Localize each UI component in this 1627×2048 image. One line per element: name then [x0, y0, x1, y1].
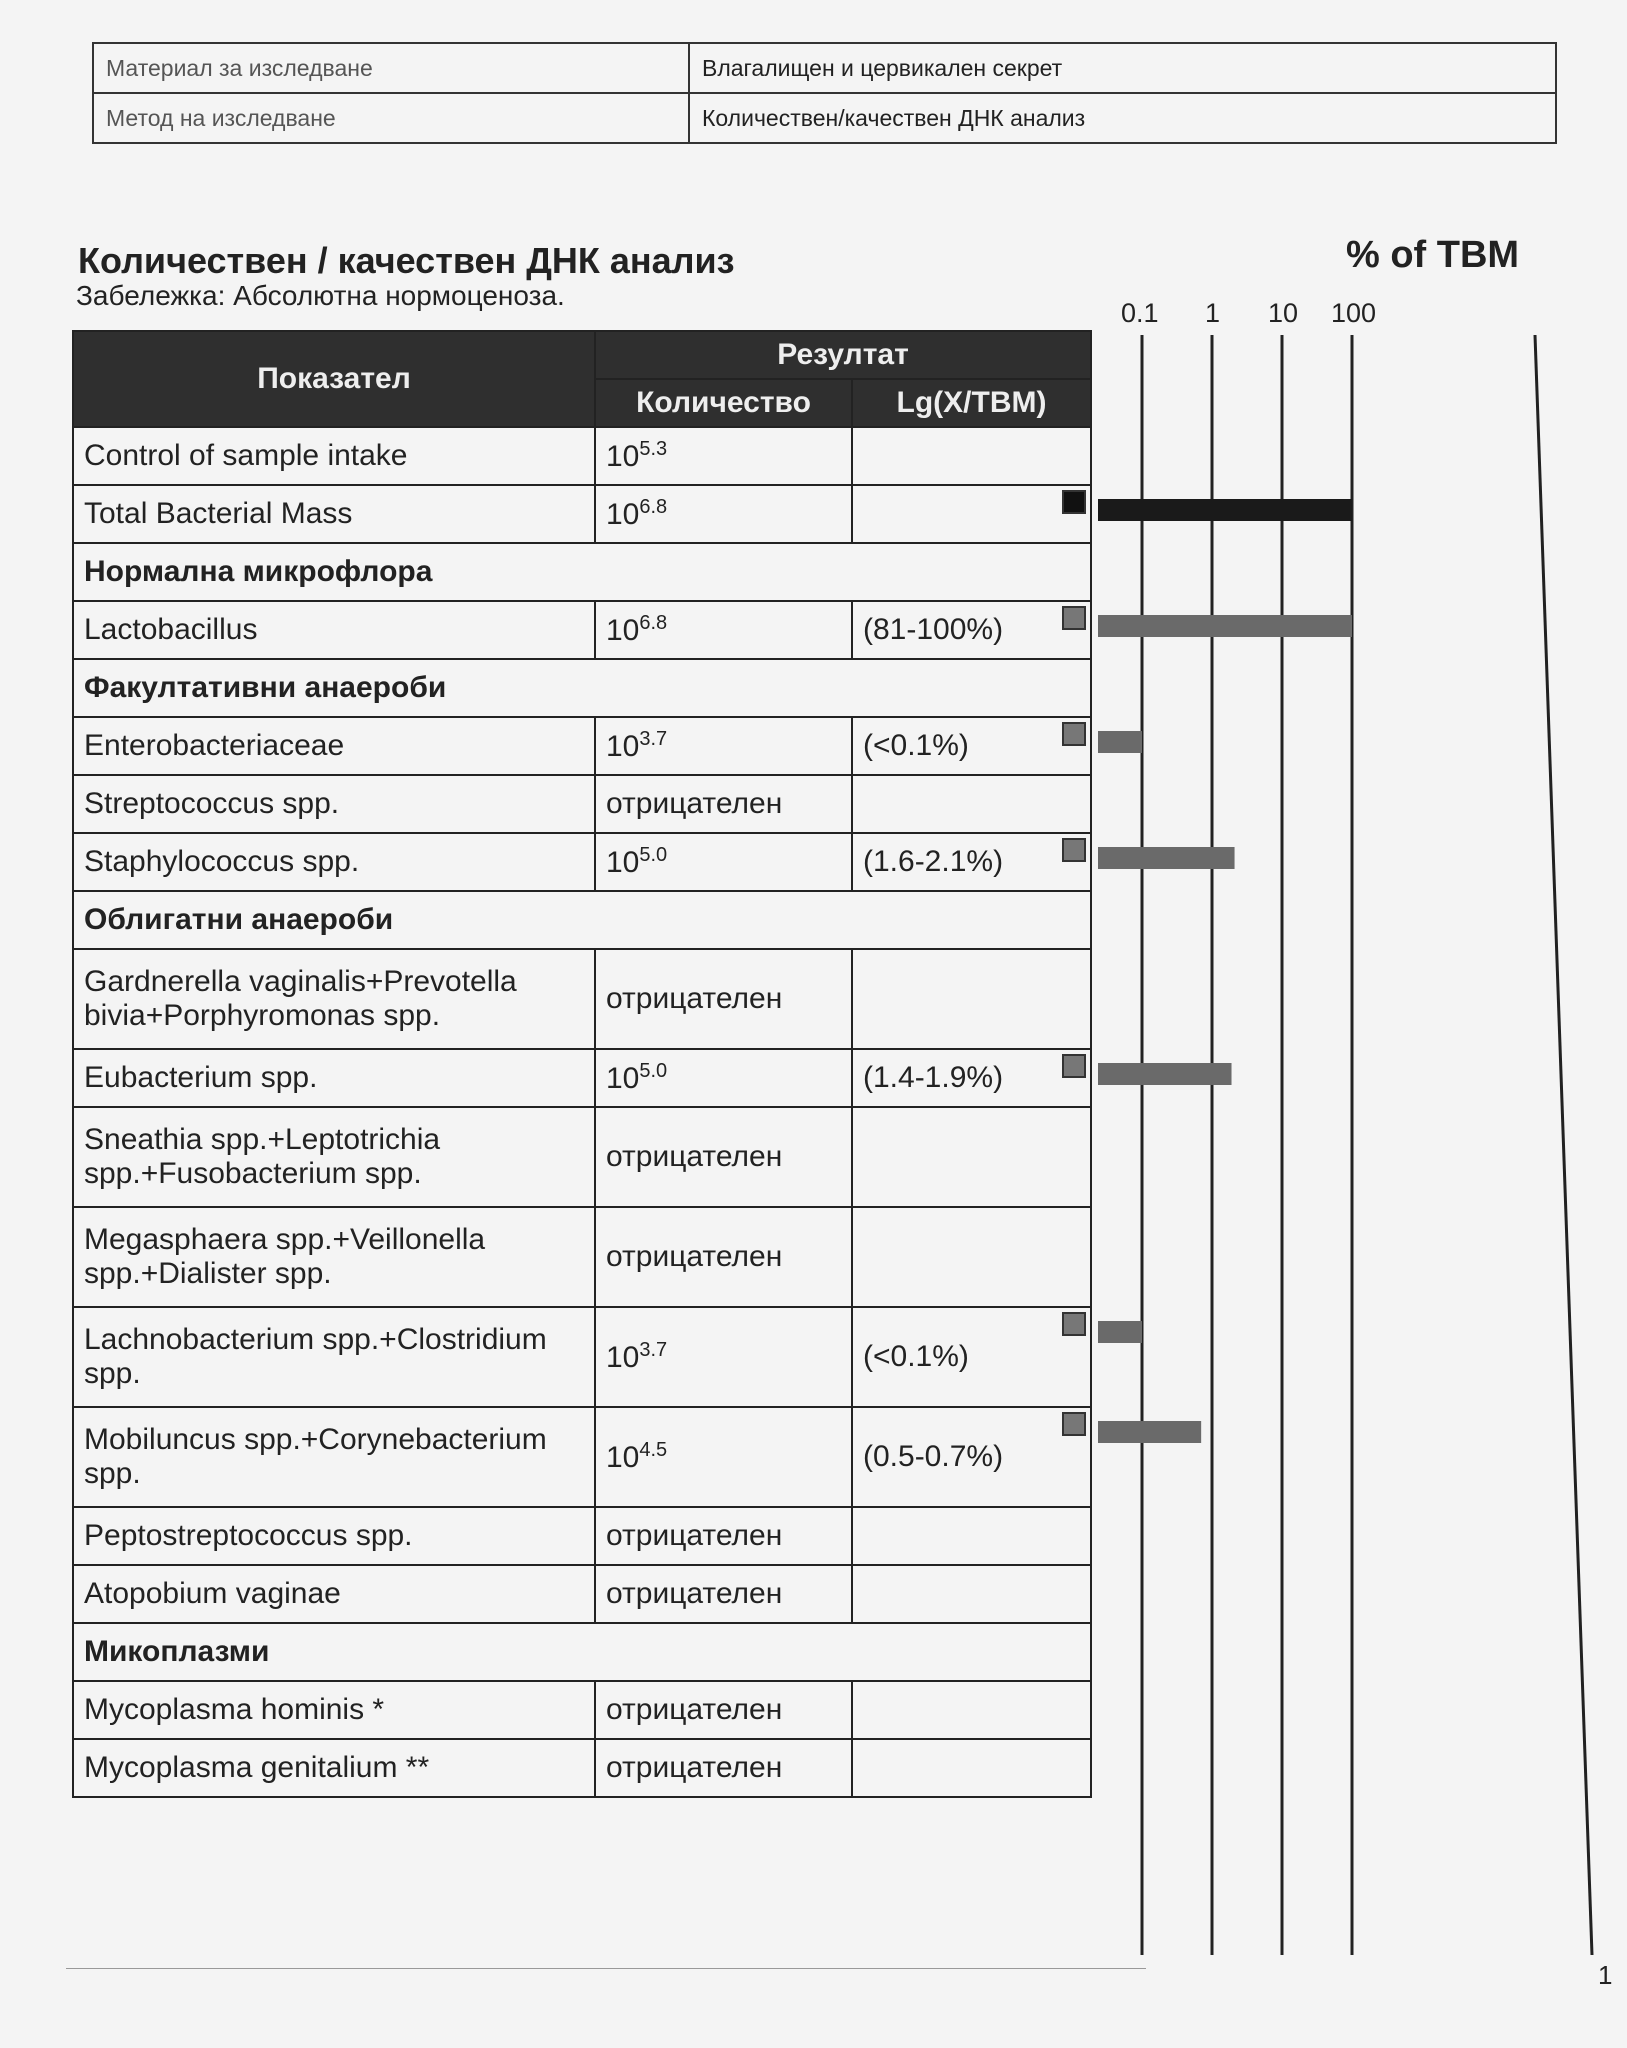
- quantity-value: отрицателен: [595, 1207, 852, 1307]
- indicator-name: Mycoplasma hominis *: [73, 1681, 595, 1739]
- quantity-base: 10: [606, 614, 640, 647]
- quantity-base: 10: [606, 1062, 640, 1095]
- quantity-value: [595, 601, 852, 659]
- quantity-exponent: 5.0: [639, 1060, 668, 1082]
- quantity-value: [595, 485, 852, 543]
- lg-range: [852, 949, 1091, 1049]
- quantity-value: отрицателен: [595, 1507, 852, 1565]
- sample-info-table: [92, 42, 1557, 144]
- bar-lactobacillus: [1098, 615, 1352, 637]
- x-tick-label: 10: [1268, 298, 1299, 328]
- group-heading: Нормална микрофлора: [73, 543, 1091, 601]
- x-tick-label: 1: [1205, 298, 1221, 328]
- table-row: [73, 1207, 1091, 1307]
- chart-title: % of TBM: [1346, 234, 1520, 276]
- indicator-name: Streptococcus spp.: [73, 775, 595, 833]
- indicator-name: Peptostreptococcus spp.: [73, 1507, 595, 1565]
- section-note: Забележка: Абсолютна нормоценоза.: [76, 280, 565, 311]
- table-row: [73, 833, 1091, 891]
- lg-range: [852, 485, 1091, 543]
- lg-range: [852, 1049, 1091, 1107]
- quantity-base: 10: [606, 440, 640, 473]
- quantity-exponent: 3.7: [639, 728, 668, 750]
- table-row: [73, 1407, 1091, 1507]
- group-row: [73, 543, 1091, 601]
- indicator-name: Enterobacteriaceae: [73, 717, 595, 775]
- legend-marker: [1062, 606, 1086, 630]
- group-row: [73, 891, 1091, 949]
- lg-range: [852, 1507, 1091, 1565]
- lg-range-text: (1.6-2.1%): [863, 845, 1004, 878]
- method-value: Количествен/качествен ДНК анализ: [689, 93, 1556, 143]
- quantity-value: отрицателен: [595, 1107, 852, 1207]
- quantity-base: 10: [606, 498, 640, 531]
- quantity-value: [595, 1307, 852, 1407]
- lg-range: [852, 1107, 1091, 1207]
- quantity-exponent: 3.7: [639, 1339, 668, 1361]
- lg-range: [852, 833, 1091, 891]
- indicator-name: Megasphaera spp.+Veillonella spp.+Dialister spp.: [73, 1207, 595, 1307]
- quantity-value: [595, 833, 852, 891]
- quantity-value: [595, 717, 852, 775]
- indicator-name: Atopobium vaginae: [73, 1565, 595, 1623]
- table-row: [73, 427, 1091, 485]
- indicator-name: Mobiluncus spp.+Corynebacterium spp.: [73, 1407, 595, 1507]
- group-row: [73, 1623, 1091, 1681]
- quantity-exponent: 5.3: [639, 438, 668, 460]
- quantity-value: [595, 1407, 852, 1507]
- x-tick-label: 0.1: [1121, 298, 1159, 328]
- quantity-exponent: 6.8: [639, 612, 668, 634]
- lg-range: [852, 427, 1091, 485]
- section-title: Количествен / качествен ДНК анализ: [78, 240, 735, 281]
- quantity-value: отрицателен: [595, 1565, 852, 1623]
- quantity-value: отрицателен: [595, 1681, 852, 1739]
- lg-range: [852, 1307, 1091, 1407]
- col-result: Резултат: [595, 331, 1091, 379]
- table-row: [73, 775, 1091, 833]
- bar-mobiluncus-spp-corynebacterium-spp-: [1098, 1421, 1201, 1443]
- lg-range-text: (0.5-0.7%): [863, 1440, 1004, 1473]
- col-indicator: Показател: [73, 331, 595, 427]
- indicator-name: Total Bacterial Mass: [73, 485, 595, 543]
- group-heading: Облигатни анаероби: [73, 891, 1091, 949]
- quantity-value: [595, 427, 852, 485]
- bar-lachnobacterium-spp-clostridium-spp-: [1098, 1321, 1142, 1343]
- indicator-name: Sneathia spp.+Leptotrichia spp.+Fusobacterium spp.: [73, 1107, 595, 1207]
- lg-range-text: (81-100%): [863, 613, 1004, 646]
- lg-range: [852, 717, 1091, 775]
- table-row: [73, 949, 1091, 1049]
- table-row: [73, 601, 1091, 659]
- table-row: [73, 1507, 1091, 1565]
- quantity-value: отрицателен: [595, 949, 852, 1049]
- lg-range: [852, 601, 1091, 659]
- material-value: Влагалищен и цервикален секрет: [689, 43, 1556, 93]
- indicator-name: Mycoplasma genitalium **: [73, 1739, 595, 1797]
- table-row: [73, 1049, 1091, 1107]
- quantity-exponent: 4.5: [639, 1439, 668, 1461]
- group-heading: Микоплазми: [73, 1623, 1091, 1681]
- indicator-name: Eubacterium spp.: [73, 1049, 595, 1107]
- method-label: Метод на изследване: [93, 93, 689, 143]
- quantity-base: 10: [606, 730, 640, 763]
- table-row: [73, 1681, 1091, 1739]
- col-quantity: Количество: [595, 379, 852, 427]
- legend-marker: [1062, 722, 1086, 746]
- lg-range-text: (<0.1%): [863, 1340, 969, 1373]
- quantity-value: [595, 1049, 852, 1107]
- table-row: [73, 1307, 1091, 1407]
- bar-total-bacterial-mass: [1098, 499, 1352, 521]
- bar-eubacterium-spp-: [1098, 1063, 1232, 1085]
- group-row: [73, 659, 1091, 717]
- lg-range-text: (<0.1%): [863, 729, 969, 762]
- lg-range: [852, 1207, 1091, 1307]
- group-heading: Факултативни анаероби: [73, 659, 1091, 717]
- quantity-base: 10: [606, 1441, 640, 1474]
- indicator-name: Lactobacillus: [73, 601, 595, 659]
- indicator-name: Control of sample intake: [73, 427, 595, 485]
- legend-marker: [1062, 1412, 1086, 1436]
- bar-enterobacteriaceae: [1098, 731, 1142, 753]
- legend-marker: [1062, 490, 1086, 514]
- quantity-value: отрицателен: [595, 1739, 852, 1797]
- col-lg: Lg(X/TBM): [852, 379, 1091, 427]
- lg-range: [852, 1407, 1091, 1507]
- quantity-exponent: 5.0: [639, 844, 668, 866]
- page-number: 1: [1598, 1960, 1613, 1990]
- table-row: [73, 485, 1091, 543]
- footer-rule: [66, 1968, 1146, 1969]
- lg-range: [852, 775, 1091, 833]
- table-row: [73, 717, 1091, 775]
- indicator-name: Staphylococcus spp.: [73, 833, 595, 891]
- table-row: [73, 1107, 1091, 1207]
- chart-border: [1535, 335, 1592, 1955]
- legend-marker: [1062, 838, 1086, 862]
- material-label: Материал за изследване: [93, 43, 689, 93]
- results-table: [72, 330, 1092, 1798]
- quantity-value: отрицателен: [595, 775, 852, 833]
- indicator-name: Lachnobacterium spp.+Clostridium spp.: [73, 1307, 595, 1407]
- indicator-name: Gardnerella vaginalis+Prevotella bivia+Porphyromonas spp.: [73, 949, 595, 1049]
- quantity-exponent: 6.8: [639, 496, 668, 518]
- x-tick-label: 100: [1331, 298, 1377, 328]
- quantity-base: 10: [606, 1341, 640, 1374]
- lg-range-text: (1.4-1.9%): [863, 1061, 1004, 1094]
- lg-range: [852, 1739, 1091, 1797]
- legend-marker: [1062, 1312, 1086, 1336]
- legend-marker: [1062, 1054, 1086, 1078]
- quantity-base: 10: [606, 846, 640, 879]
- lg-range: [852, 1565, 1091, 1623]
- table-row: [73, 1739, 1091, 1797]
- table-row: [73, 1565, 1091, 1623]
- lg-range: [852, 1681, 1091, 1739]
- bar-staphylococcus-spp-: [1098, 847, 1235, 869]
